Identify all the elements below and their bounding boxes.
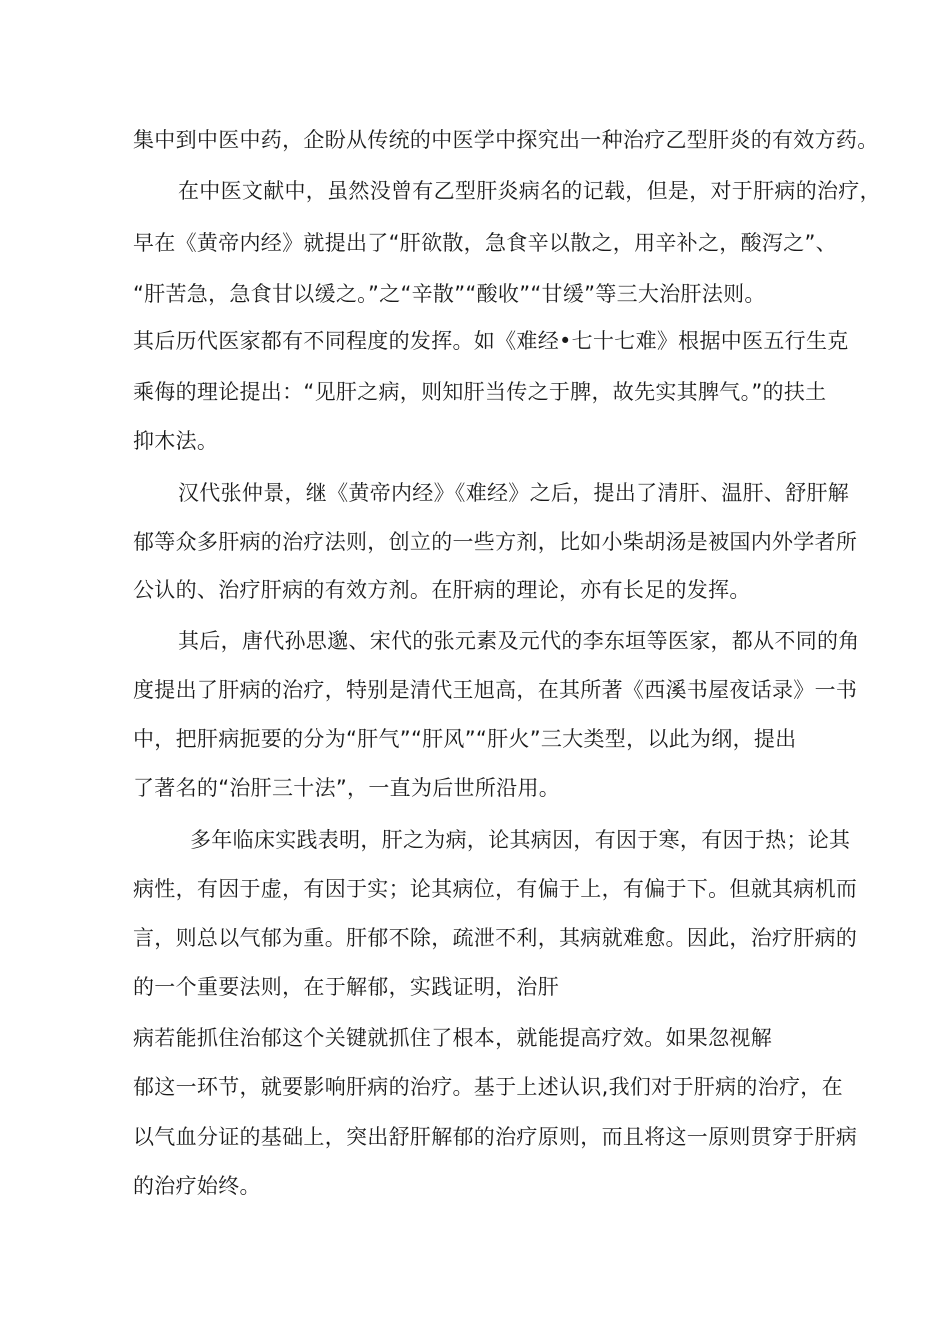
text-line: 以气血分证的基础上，突出舒肝解郁的治疗原则，而且将这一原则贯穿于肝病	[133, 1125, 858, 1149]
text-line: 的治疗始终。	[133, 1174, 261, 1198]
text-line: 乘侮的理论提出：“见肝之病，则知肝当传之于脾，故先实其脾气。”的扶土	[133, 380, 827, 404]
text-line: 公认的、治疗肝病的有效方剂。在肝病的理论，亦有长足的发挥。	[133, 578, 751, 602]
text-line: 汉代张仲景，继《黄帝内经》《难经》之后，提出了清肝、温肝、舒肝解	[178, 481, 850, 505]
text-line: 了著名的“治肝三十法”，一直为后世所沿用。	[133, 776, 561, 800]
text-line: 郁这一环节，就要影响肝病的治疗。基于上述认识,我们对于肝病的治疗，在	[133, 1075, 843, 1099]
text-line: 言，则总以气郁为重。肝郁不除，疏泄不利，其病就难愈。因此，治疗肝病的	[133, 926, 858, 950]
text-line: 多年临床实践表明，肝之为病，论其病因，有因于寒，有因于热；论其	[190, 828, 851, 852]
text-line: 中，把肝病扼要的分为“肝气”“肝风”“肝火”三大类型，以此为纲，提出	[133, 727, 797, 751]
text-line: 病若能抓住治郁这个关键就抓住了根本，就能提高疗效。如果忽视解	[133, 1026, 772, 1050]
text-line: 病性，有因于虚，有因于实；论其病位，有偏于上，有偏于下。但就其病机而	[133, 877, 858, 901]
text-line: 郁等众多肝病的治疗法则，创立的一些方剂，比如小柴胡汤是被国内外学者所	[133, 530, 858, 554]
text-line: 的一个重要法则，在于解郁，实践证明，治肝	[133, 975, 559, 999]
text-line: 抑木法。	[133, 429, 219, 453]
text-line: “肝苦急，急食甘以缓之。”之“辛散”“酸收”“甘缓”等三大治肝法则。	[133, 282, 766, 306]
text-line: 其后历代医家都有不同程度的发挥。如《难经•七十七难》根据中医五行生克	[133, 329, 849, 353]
text-line: 其后，唐代孙思邈、宋代的张元素及元代的李东垣等医家，都从不同的角	[178, 629, 860, 653]
text-line: 在中医文献中，虽然没曾有乙型肝炎病名的记载，但是，对于肝病的治疗，	[178, 179, 881, 203]
text-line: 集中到中医中药，企盼从传统的中医学中探究出一种治疗乙型肝炎的有效方药。	[133, 128, 879, 152]
text-line: 度提出了肝病的治疗，特别是清代王旭高，在其所著《西溪书屋夜话录》一书	[133, 678, 858, 702]
text-line: 早在《黄帝内经》就提出了“肝欲散，急食辛以散之，用辛补之，酸泻之”、	[133, 231, 837, 255]
